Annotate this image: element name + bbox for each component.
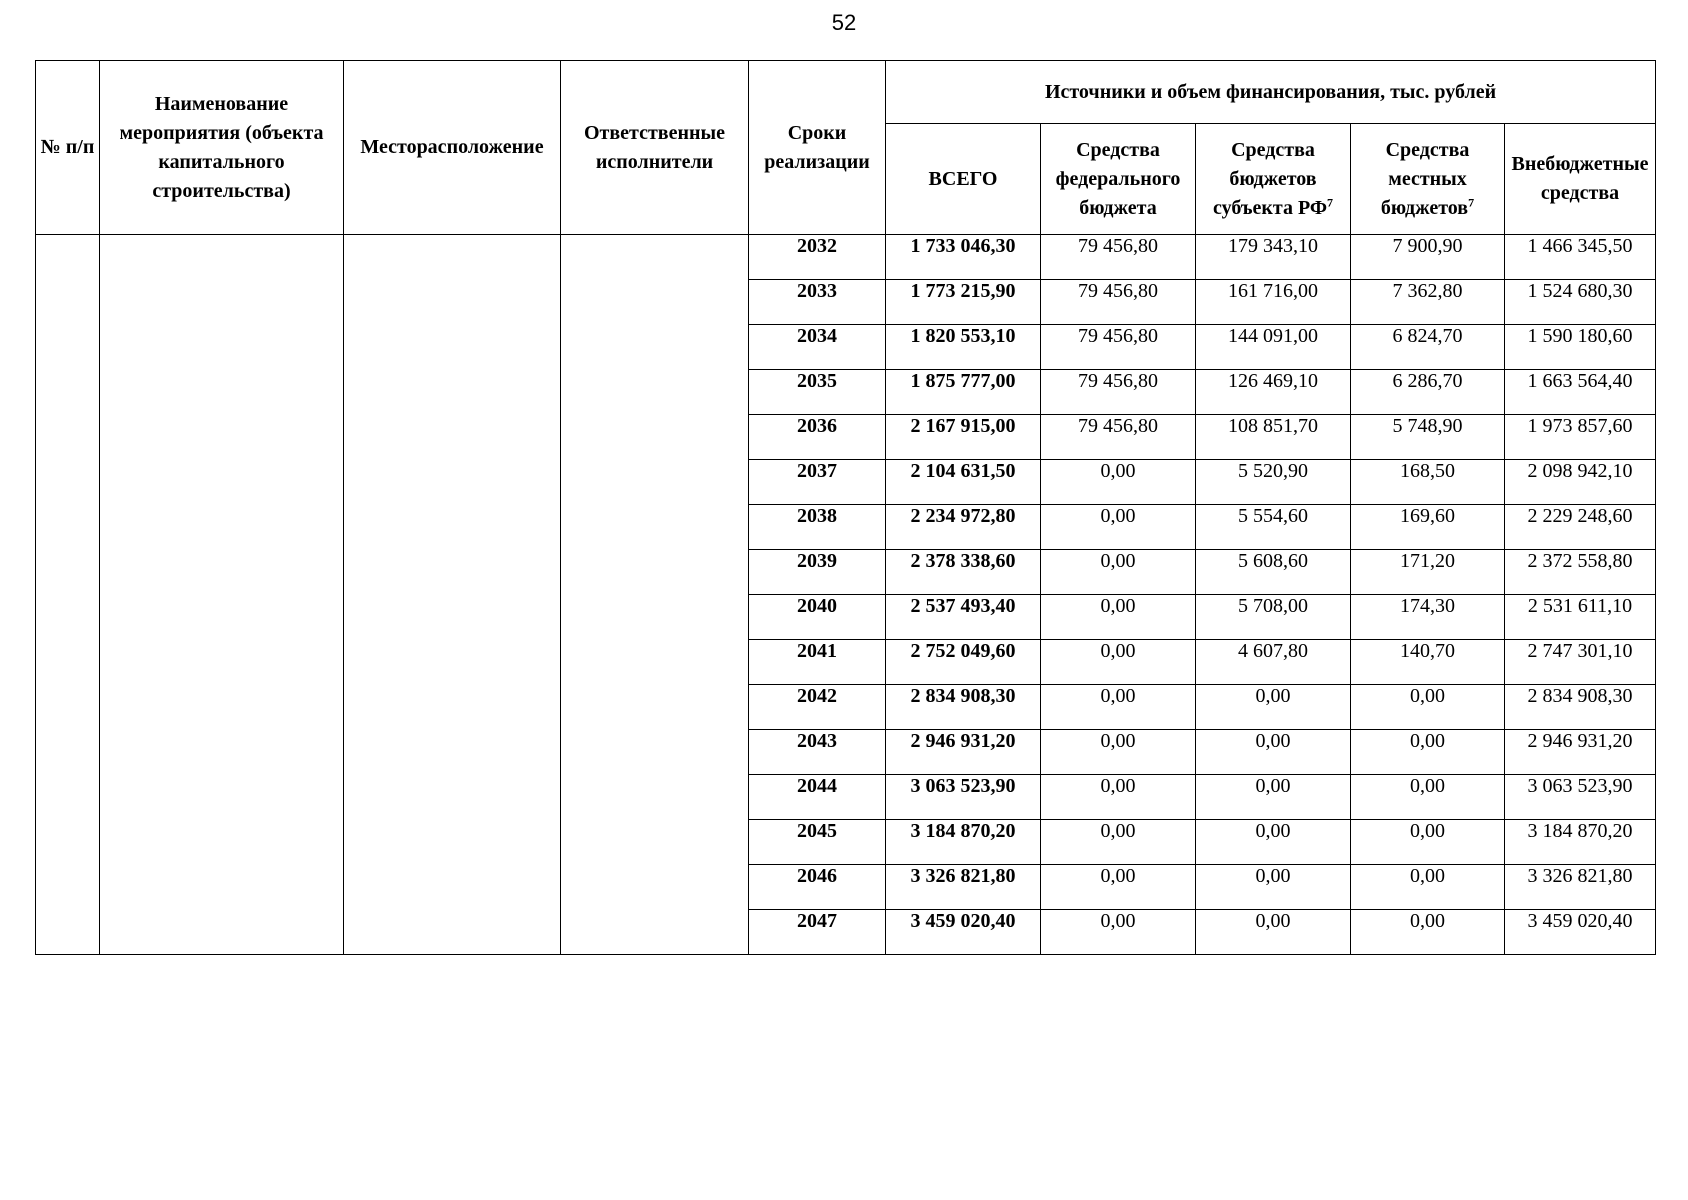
table-row — [36, 235, 1656, 280]
cell-year: 2045 — [749, 820, 886, 865]
header-num: № п/п — [36, 61, 100, 235]
cell-federal: 0,00 — [1041, 595, 1196, 640]
header-local-label: Средства местных бюджетов — [1380, 138, 1470, 219]
cell-year: 2038 — [749, 505, 886, 550]
cell-total: 2 104 631,50 — [886, 460, 1041, 505]
cell-federal: 0,00 — [1041, 460, 1196, 505]
cell-extra: 1 524 680,30 — [1505, 280, 1656, 325]
cell-total: 3 184 870,20 — [886, 820, 1041, 865]
cell-federal: 0,00 — [1041, 685, 1196, 730]
cell-regional: 0,00 — [1196, 865, 1351, 910]
cell-total: 2 378 338,60 — [886, 550, 1041, 595]
cell-total: 1 773 215,90 — [886, 280, 1041, 325]
merged-location-cell — [344, 235, 561, 955]
cell-extra: 3 326 821,80 — [1505, 865, 1656, 910]
cell-year: 2043 — [749, 730, 886, 775]
page-number: 52 — [831, 10, 857, 35]
cell-local: 0,00 — [1351, 730, 1505, 775]
cell-federal: 0,00 — [1041, 505, 1196, 550]
cell-federal: 79 456,80 — [1041, 280, 1196, 325]
header-extra: Внебюджетные средства — [1505, 124, 1656, 235]
cell-total: 3 326 821,80 — [886, 865, 1041, 910]
cell-federal: 0,00 — [1041, 730, 1196, 775]
header-responsible: Ответственные исполнители — [561, 61, 749, 235]
cell-total: 2 234 972,80 — [886, 505, 1041, 550]
cell-local: 169,60 — [1351, 505, 1505, 550]
cell-year: 2033 — [749, 280, 886, 325]
cell-extra: 2 747 301,10 — [1505, 640, 1656, 685]
cell-local: 5 748,90 — [1351, 415, 1505, 460]
cell-local: 0,00 — [1351, 820, 1505, 865]
header-regional-label: Средства бюджетов субъекта РФ — [1212, 138, 1328, 219]
table-body — [36, 235, 1656, 955]
cell-total: 1 733 046,30 — [886, 235, 1041, 280]
cell-local: 0,00 — [1351, 775, 1505, 820]
header-local-footnote: 7 — [1468, 194, 1475, 209]
header-regional-footnote: 7 — [1327, 194, 1334, 209]
cell-regional: 144 091,00 — [1196, 325, 1351, 370]
cell-federal: 0,00 — [1041, 865, 1196, 910]
cell-federal: 0,00 — [1041, 910, 1196, 955]
header-federal: Средства федерального бюджета — [1041, 124, 1196, 235]
cell-year: 2044 — [749, 775, 886, 820]
cell-extra: 3 184 870,20 — [1505, 820, 1656, 865]
cell-regional: 0,00 — [1196, 685, 1351, 730]
cell-year: 2032 — [749, 235, 886, 280]
cell-year: 2039 — [749, 550, 886, 595]
header-regional — [1196, 124, 1351, 235]
cell-federal: 79 456,80 — [1041, 325, 1196, 370]
cell-extra: 2 946 931,20 — [1505, 730, 1656, 775]
cell-year: 2042 — [749, 685, 886, 730]
cell-regional: 5 520,90 — [1196, 460, 1351, 505]
cell-total: 3 459 020,40 — [886, 910, 1041, 955]
cell-regional: 108 851,70 — [1196, 415, 1351, 460]
cell-regional: 4 607,80 — [1196, 640, 1351, 685]
cell-total: 2 946 931,20 — [886, 730, 1041, 775]
cell-extra: 1 663 564,40 — [1505, 370, 1656, 415]
cell-local: 6 286,70 — [1351, 370, 1505, 415]
cell-local: 7 900,90 — [1351, 235, 1505, 280]
cell-extra: 2 531 611,10 — [1505, 595, 1656, 640]
cell-total: 2 752 049,60 — [886, 640, 1041, 685]
cell-year: 2034 — [749, 325, 886, 370]
cell-regional: 0,00 — [1196, 820, 1351, 865]
cell-extra: 1 590 180,60 — [1505, 325, 1656, 370]
cell-regional: 5 554,60 — [1196, 505, 1351, 550]
cell-total: 2 167 915,00 — [886, 415, 1041, 460]
header-local — [1351, 124, 1505, 235]
cell-regional: 126 469,10 — [1196, 370, 1351, 415]
cell-extra: 1 973 857,60 — [1505, 415, 1656, 460]
cell-local: 0,00 — [1351, 685, 1505, 730]
cell-year: 2041 — [749, 640, 886, 685]
cell-regional: 5 608,60 — [1196, 550, 1351, 595]
cell-extra: 2 229 248,60 — [1505, 505, 1656, 550]
cell-regional: 0,00 — [1196, 730, 1351, 775]
cell-year: 2047 — [749, 910, 886, 955]
merged-name-cell — [100, 235, 344, 955]
merged-num-cell — [36, 235, 100, 955]
cell-total: 2 537 493,40 — [886, 595, 1041, 640]
cell-federal: 79 456,80 — [1041, 370, 1196, 415]
cell-federal: 0,00 — [1041, 640, 1196, 685]
cell-federal: 0,00 — [1041, 820, 1196, 865]
header-total: ВСЕГО — [886, 124, 1041, 235]
financing-table — [35, 60, 1656, 955]
cell-regional: 0,00 — [1196, 910, 1351, 955]
cell-federal: 79 456,80 — [1041, 235, 1196, 280]
cell-total: 2 834 908,30 — [886, 685, 1041, 730]
header-sources: Источники и объем финансирования, тыс. рублей — [886, 61, 1656, 124]
cell-federal: 0,00 — [1041, 550, 1196, 595]
cell-local: 140,70 — [1351, 640, 1505, 685]
cell-local: 168,50 — [1351, 460, 1505, 505]
cell-extra: 3 063 523,90 — [1505, 775, 1656, 820]
cell-regional: 5 708,00 — [1196, 595, 1351, 640]
cell-year: 2035 — [749, 370, 886, 415]
cell-extra: 2 834 908,30 — [1505, 685, 1656, 730]
cell-total: 1 875 777,00 — [886, 370, 1041, 415]
cell-extra: 2 372 558,80 — [1505, 550, 1656, 595]
header-location: Месторасположение — [344, 61, 561, 235]
cell-local: 171,20 — [1351, 550, 1505, 595]
cell-federal: 79 456,80 — [1041, 415, 1196, 460]
cell-extra: 1 466 345,50 — [1505, 235, 1656, 280]
cell-local: 174,30 — [1351, 595, 1505, 640]
cell-total: 3 063 523,90 — [886, 775, 1041, 820]
cell-year: 2037 — [749, 460, 886, 505]
cell-total: 1 820 553,10 — [886, 325, 1041, 370]
cell-local: 0,00 — [1351, 910, 1505, 955]
cell-local: 7 362,80 — [1351, 280, 1505, 325]
header-terms: Сроки реализации — [749, 61, 886, 235]
cell-extra: 2 098 942,10 — [1505, 460, 1656, 505]
cell-extra: 3 459 020,40 — [1505, 910, 1656, 955]
cell-local: 6 824,70 — [1351, 325, 1505, 370]
cell-regional: 161 716,00 — [1196, 280, 1351, 325]
cell-year: 2046 — [749, 865, 886, 910]
cell-federal: 0,00 — [1041, 775, 1196, 820]
cell-year: 2040 — [749, 595, 886, 640]
cell-year: 2036 — [749, 415, 886, 460]
cell-local: 0,00 — [1351, 865, 1505, 910]
cell-regional: 179 343,10 — [1196, 235, 1351, 280]
cell-regional: 0,00 — [1196, 775, 1351, 820]
header-name: Наименование мероприятия (объекта капитального строительства) — [100, 61, 344, 235]
merged-responsible-cell — [561, 235, 749, 955]
